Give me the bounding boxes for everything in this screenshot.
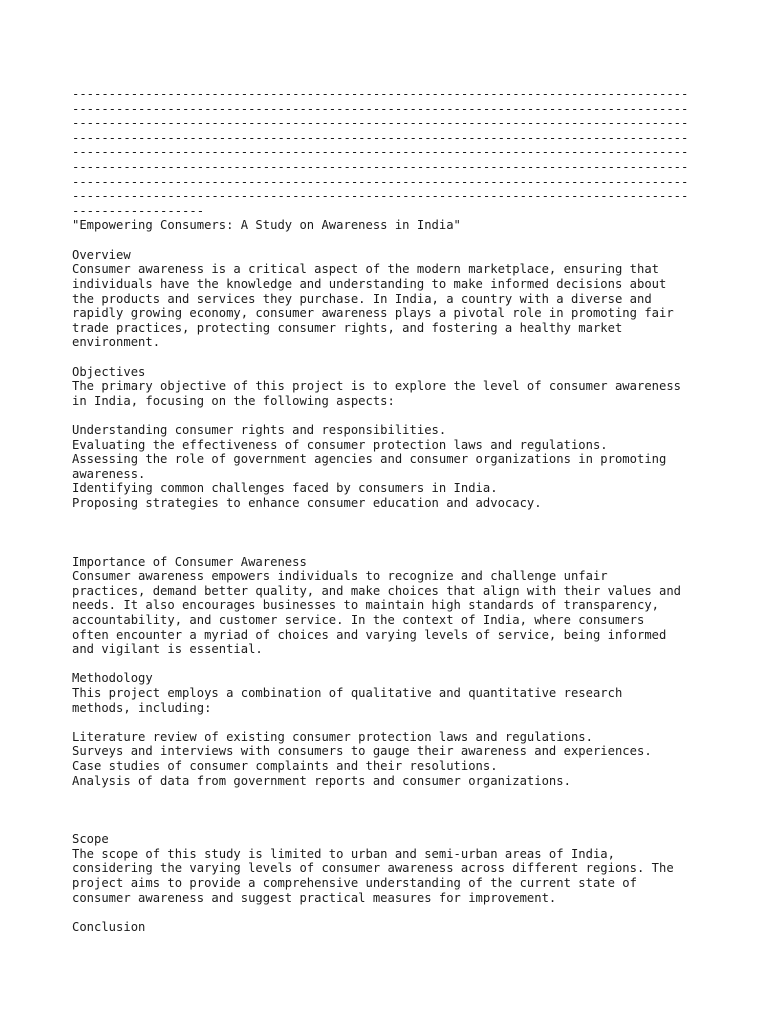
list-item: Identifying common challenges faced by consumers in India. bbox=[72, 481, 498, 496]
paragraph-line: in India, focusing on the following aspects: bbox=[72, 393, 395, 408]
paragraph-line: considering the varying levels of consumer awareness across different regions. The bbox=[72, 861, 674, 876]
section-conclusion bbox=[72, 920, 732, 935]
paragraph-line: consumer awareness and suggest practical measures for improvement. bbox=[72, 890, 557, 905]
paragraph-line: trade practices, protecting consumer rights, and fostering a healthy market bbox=[72, 320, 623, 335]
section-heading: Conclusion bbox=[72, 919, 146, 934]
section-overview bbox=[72, 248, 732, 350]
section-heading: Importance of Consumer Awareness bbox=[72, 554, 307, 569]
dashed-rule-line: ------------------------------------------------------------------------------------ bbox=[72, 130, 689, 145]
document-title: "Empowering Consumers: A Study on Awareness in India" bbox=[72, 218, 461, 233]
section-objectives bbox=[72, 365, 732, 511]
dashed-rule-line: ------------------ bbox=[72, 203, 205, 218]
section-heading: Overview bbox=[72, 247, 131, 262]
dashed-rule-line: ------------------------------------------------------------------------------------ bbox=[72, 101, 689, 116]
section-heading: Scope bbox=[72, 832, 109, 847]
list-item: Assessing the role of government agencies and consumer organizations in promoting bbox=[72, 452, 667, 467]
paragraph-line: This project employs a combination of qualitative and quantitative research bbox=[72, 685, 623, 700]
dashed-rule-block bbox=[72, 87, 732, 218]
paragraph-line: practices, demand better quality, and make choices that align with their values and bbox=[72, 583, 682, 598]
list-item: Surveys and interviews with consumers to gauge their awareness and experiences. bbox=[72, 744, 652, 759]
paragraph-line: accountability, and customer service. In the context of India, where consumers bbox=[72, 612, 645, 627]
paragraph-line: environment. bbox=[72, 335, 161, 350]
list-item: Analysis of data from government reports and consumer organizations. bbox=[72, 773, 571, 788]
dashed-rule-line: ------------------------------------------------------------------------------------ bbox=[72, 189, 689, 204]
document-body bbox=[72, 87, 732, 934]
section-importance bbox=[72, 555, 732, 657]
dashed-rule-line: ------------------------------------------------------------------------------------ bbox=[72, 160, 689, 175]
list-item: Proposing strategies to enhance consumer education and advocacy. bbox=[72, 496, 542, 511]
dashed-rule-line: ------------------------------------------------------------------------------------ bbox=[72, 145, 689, 160]
paragraph-line: the products and services they purchase. In India, a country with a diverse and bbox=[72, 291, 652, 306]
list-item: Understanding consumer rights and responsibilities. bbox=[72, 423, 447, 438]
list-item: Literature review of existing consumer protection laws and regulations. bbox=[72, 729, 593, 744]
section-heading: Objectives bbox=[72, 364, 146, 379]
paragraph-line: individuals have the knowledge and understanding to make informed decisions about bbox=[72, 276, 667, 291]
section-methodology bbox=[72, 671, 732, 788]
paragraph-line: The scope of this study is limited to urban and semi-urban areas of India, bbox=[72, 846, 615, 861]
paragraph-line: methods, including: bbox=[72, 700, 212, 715]
paragraph-line: project aims to provide a comprehensive understanding of the current state of bbox=[72, 875, 637, 890]
section-scope bbox=[72, 832, 732, 905]
list-item: awareness. bbox=[72, 466, 146, 481]
paragraph-line: needs. It also encourages businesses to maintain high standards of transparency, bbox=[72, 598, 659, 613]
dashed-rule-line: ------------------------------------------------------------------------------------ bbox=[72, 87, 689, 101]
dashed-rule-line: ------------------------------------------------------------------------------------ bbox=[72, 174, 689, 189]
list-item: Evaluating the effectiveness of consumer protection laws and regulations. bbox=[72, 437, 608, 452]
section-heading: Methodology bbox=[72, 671, 153, 686]
paragraph-line: often encounter a myriad of choices and varying levels of service, being informed bbox=[72, 627, 667, 642]
list-item: Case studies of consumer complaints and their resolutions. bbox=[72, 759, 498, 774]
dashed-rule-line: ------------------------------------------------------------------------------------ bbox=[72, 116, 689, 131]
paragraph-line: and vigilant is essential. bbox=[72, 642, 263, 657]
paragraph-line: Consumer awareness empowers individuals to recognize and challenge unfair bbox=[72, 569, 608, 584]
paragraph-line: The primary objective of this project is to explore the level of consumer awareness bbox=[72, 379, 682, 394]
paragraph-line: rapidly growing economy, consumer awareness plays a pivotal role in promoting fair bbox=[72, 306, 674, 321]
paragraph-line: Consumer awareness is a critical aspect of the modern marketplace, ensuring that bbox=[72, 262, 659, 277]
